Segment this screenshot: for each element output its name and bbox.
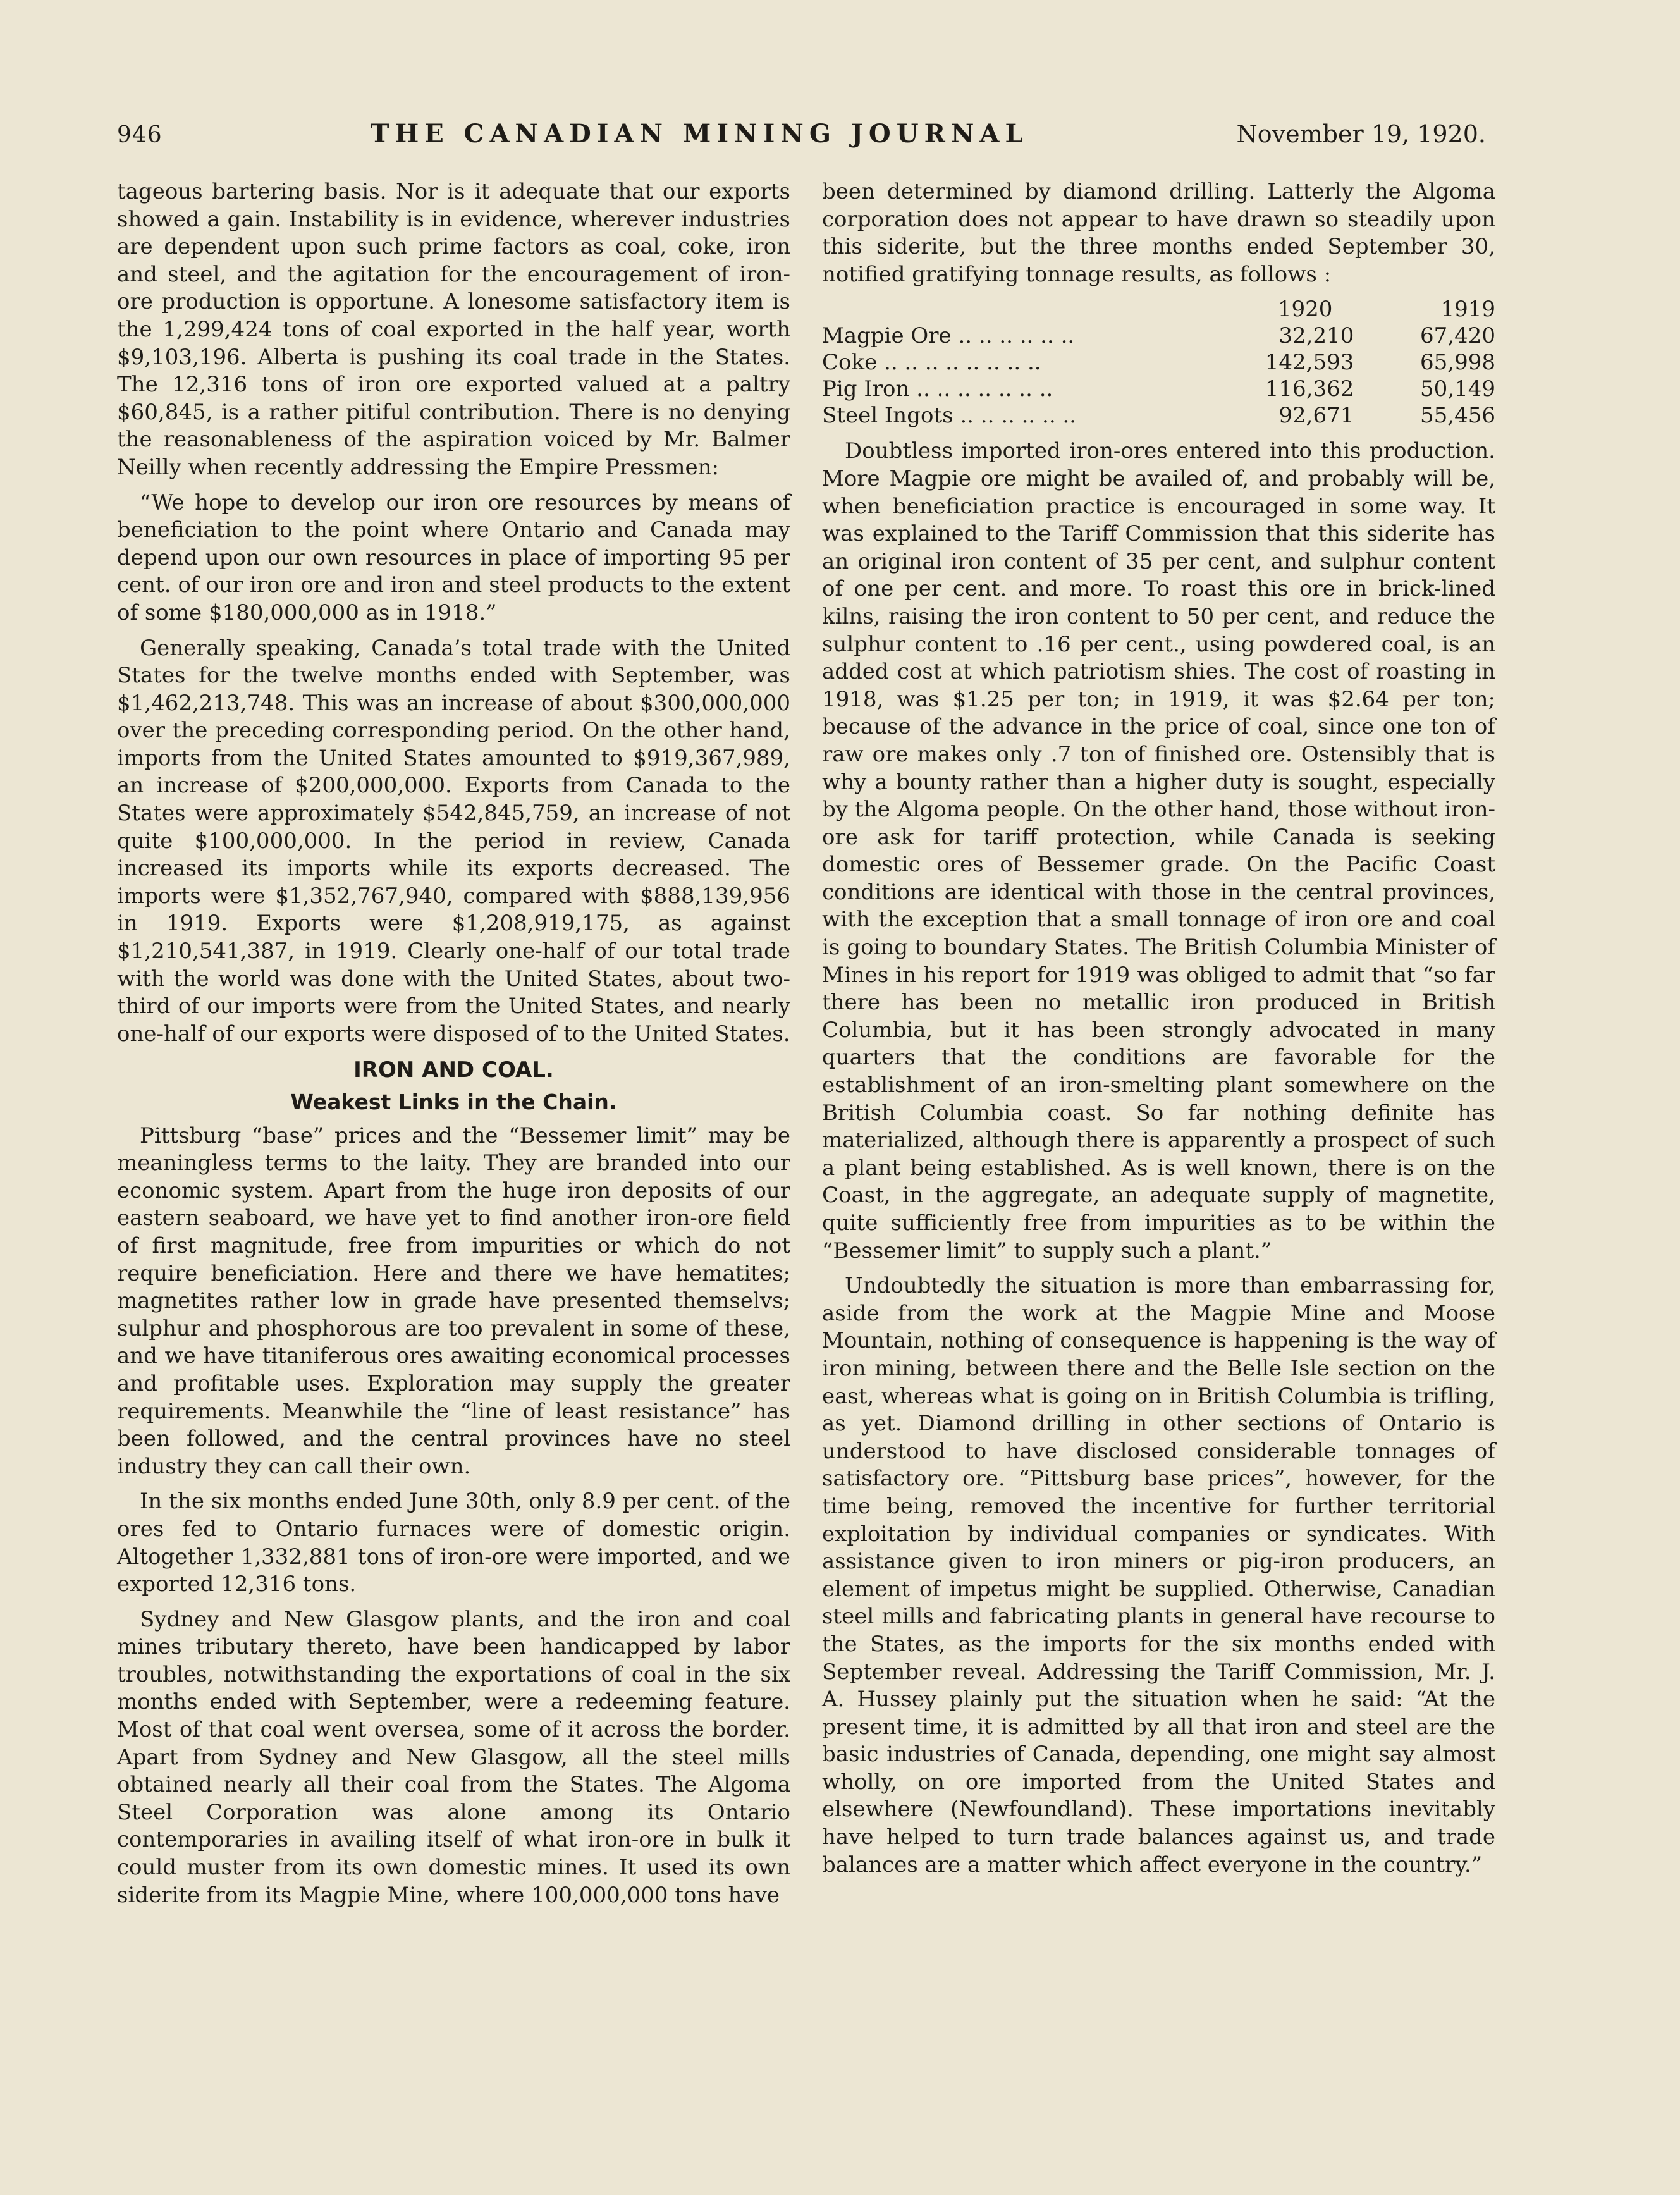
paragraph: Pittsburg “base” prices and the “Bessemer limit” may be meaningless terms to the laity. They are branded into our economic system. Apart from the huge iron deposits of our eastern seaboard, we have yet to find another iron-ore field of first magnitude, free from impurities or which do not require beneficiation. Here and there we have hematites; magnetites rather low in grade have presented themselvs; sulphur and phosphorous are too prevalent in some of these, and we have titaniferous ores awaiting economical processes and profitable uses. Exploration may supply the greater requirements. Meanwhile the “line of least resistance” has been followed, and the central provinces have no steel industry they can call their own. bbox=[117, 1122, 790, 1479]
paragraph: Undoubtedly the situation is more than embarrassing for, aside from the work at the Magpie Mine and Moose Mountain, nothing of consequence is happening is the way of iron mining, between there and the Belle Isle section on the east, whereas what is going on in British Columbia is trifling, as yet. Diamond drilling in other sections of Ontario is understood to have disclosed considerable tonnages of satisfactory ore. “Pittsburg base prices”, however, for the time being, removed the incentive for further territorial exploitation by individual companies or syndicates. With assistance given to iron miners or pig-iron producers, an element of impetus might be supplied. Otherwise, Canadian steel mills and fabricating plants in general have recourse to the States, as the imports for the six months ended with September reveal. Addressing the Tariff Commission, Mr. J. A. Hussey plainly put the situation when he said: “At the present time, it is admitted by all that iron and steel are the basic industries of Canada, depending, one might say almost wholly, on ore imported from the United States and elsewhere (Newfoundland). These importations inevitably have helped to turn trade balances against us, and trade balances are a matter which affect everyone in the country.” bbox=[822, 1273, 1495, 1878]
paragraph: been determined by diamond drilling. Latterly the Algoma corporation does not appear to have drawn so steadily upon this siderite, but the three months ended September 30, notified gratifying tonnage results, as follows : bbox=[822, 179, 1495, 287]
value-1920: 142,593 bbox=[1265, 350, 1354, 376]
section-heading: IRON AND COAL. bbox=[353, 1057, 554, 1083]
value-1920: 92,671 bbox=[1278, 403, 1354, 429]
value-1919: 67,420 bbox=[1420, 323, 1495, 349]
table-row bbox=[822, 323, 1495, 349]
journal-title: THE CANADIAN MINING JOURNAL bbox=[370, 119, 1029, 149]
page-header bbox=[117, 119, 1486, 157]
value-1920: 116,362 bbox=[1265, 376, 1354, 402]
tonnage-table bbox=[822, 296, 1495, 429]
table-header-row bbox=[822, 296, 1495, 323]
paragraph: Sydney and New Glasgow plants, and the iron and coal mines tributary thereto, have been handicapped by labor troubles, notwithstanding the exportations of coal in the six months ended with September, were a redeeming feature. Most of that coal went oversea, some of it across the border. Apart from Sydney and New Glasgow, all the steel mills obtained nearly all their coal from the States. The Algoma Steel Corporation was alone among its Ontario contemporaries in availing itself of what iron-ore in bulk it could muster from its own domestic mines. It used its own siderite from its Magpie Mine, where 100,000,000 tons have bbox=[117, 1606, 790, 1908]
section-subheading: Weakest Links in the Chain. bbox=[290, 1090, 617, 1114]
paragraph: tageous bartering basis. Nor is it adequate that our exports showed a gain. Instability is in evidence, wherever industries are dependent upon such prime factors as coal, coke, iron and steel, and the agitation for the encouragement of iron-ore production is opportune. A lonesome satisfactory item is the 1,299,424 tons of coal exported in the half year, worth $9,103,196. Alberta is pushing its coal trade in the States. The 12,316 tons of iron ore exported valued at a paltry $60,845, is a rather pitiful contribution. There is no denying the reasonableness of the aspiration voiced by Mr. Balmer Neilly when recently addressing the Empire Pressmen: bbox=[117, 179, 790, 480]
quote-paragraph: “We hope to develop our iron ore resources by means of beneficiation to the point where Ontario and Canada may depend upon our own resources in place of importing 95 per cent. of our iron ore and iron and steel products to the extent of some $180,000,000 as in 1918.” bbox=[117, 489, 790, 625]
left-column bbox=[117, 178, 790, 1917]
table-row bbox=[822, 349, 1495, 376]
paragraph: In the six months ended June 30th, only 8.9 per cent. of the ores fed to Ontario furnaces were of domestic origin. Altogether 1,332,881 tons of iron-ore were imported, and we exported 12,316 tons. bbox=[117, 1489, 790, 1597]
value-1919: 55,456 bbox=[1420, 403, 1495, 429]
table-row bbox=[822, 376, 1495, 402]
value-1919: 65,998 bbox=[1420, 350, 1495, 376]
page-number: 946 bbox=[117, 122, 162, 148]
table-row bbox=[822, 402, 1495, 429]
row-label: Magpie Ore .. .. .. .. .. .. bbox=[822, 323, 1075, 349]
row-label: Pig Iron .. .. .. .. .. .. .. bbox=[822, 376, 1053, 402]
right-column bbox=[822, 178, 1495, 1886]
value-1920: 32,210 bbox=[1278, 323, 1354, 349]
row-label: Steel Ingots .. .. .. .. .. .. bbox=[822, 403, 1077, 429]
row-label: Coke .. .. .. .. .. .. .. .. bbox=[822, 350, 1041, 376]
column-header: 1919 bbox=[1440, 297, 1495, 323]
column-header: 1920 bbox=[1277, 297, 1333, 323]
paragraph: Doubtless imported iron-ores entered into this production. More Magpie ore might be availed of, and probably will be, when beneficiation practice is encouraged in some way. It was explained to the Tariff Commission that this siderite has an original iron content of 35 per cent, and sulphur content of one per cent. and more. To roast this ore in brick-lined kilns, raising the iron content to 50 per cent, and reduce the sulphur content to .16 per cent., using powdered coal, is an added cost at which patriotism shies. The cost of roasting in 1918, was $1.25 per ton; in 1919, it was $2.64 per ton; because of the advance in the price of coal, since one ton of raw ore makes only .7 ton of finished ore. Ostensibly that is why a bounty rather than a higher duty is sought, especially by the Algoma people. On the other hand, those without iron-ore ask for tariff protection, while Canada is seeking domestic ores of Bessemer grade. On the Pacific Coast conditions are identical with those in the central provinces, with the exception that a small tonnage of iron ore and coal is going to boundary States. The British Columbia Minister of Mines in his report for 1919 was obliged to admit that “so far there has been no metallic iron produced in British Columbia, but it has been strongly advocated in many quarters that the conditions are favorable for the establishment of an iron-smelting plant somewhere on the British Columbia coast. So far nothing definite has materialized, although there is apparently a prospect of such a plant being established. As is well known, there is on the Coast, in the aggregate, an adequate supply of magnetite, quite sufficiently free from impurities as to be within the “Bessemer limit” to supply such a plant.” bbox=[822, 438, 1495, 1264]
value-1919: 50,149 bbox=[1420, 376, 1495, 402]
issue-date: November 19, 1920. bbox=[1236, 120, 1486, 148]
paragraph: Generally speaking, Canada’s total trade with the United States for the twelve months ended with September, was $1,462,213,748. This was an increase of about $300,000,000 over the preceding corresponding period. On the other hand, imports from the United States amounted to $919,367,989, an increase of $200,000,000. Exports from Canada to the States were approximately $542,845,759, an increase of not quite $100,000,000. In the period in review, Canada increased its imports while its exports decreased. The imports were $1,352,767,940, compared with $888,139,956 in 1919. Exports were $1,208,919,175, as against $1,210,541,387, in 1919. Clearly one-half of our total trade with the world was done with the United States, about two-third of our imports were from the United States, and nearly one-half of our exports were disposed of to the United States. bbox=[117, 635, 790, 1047]
